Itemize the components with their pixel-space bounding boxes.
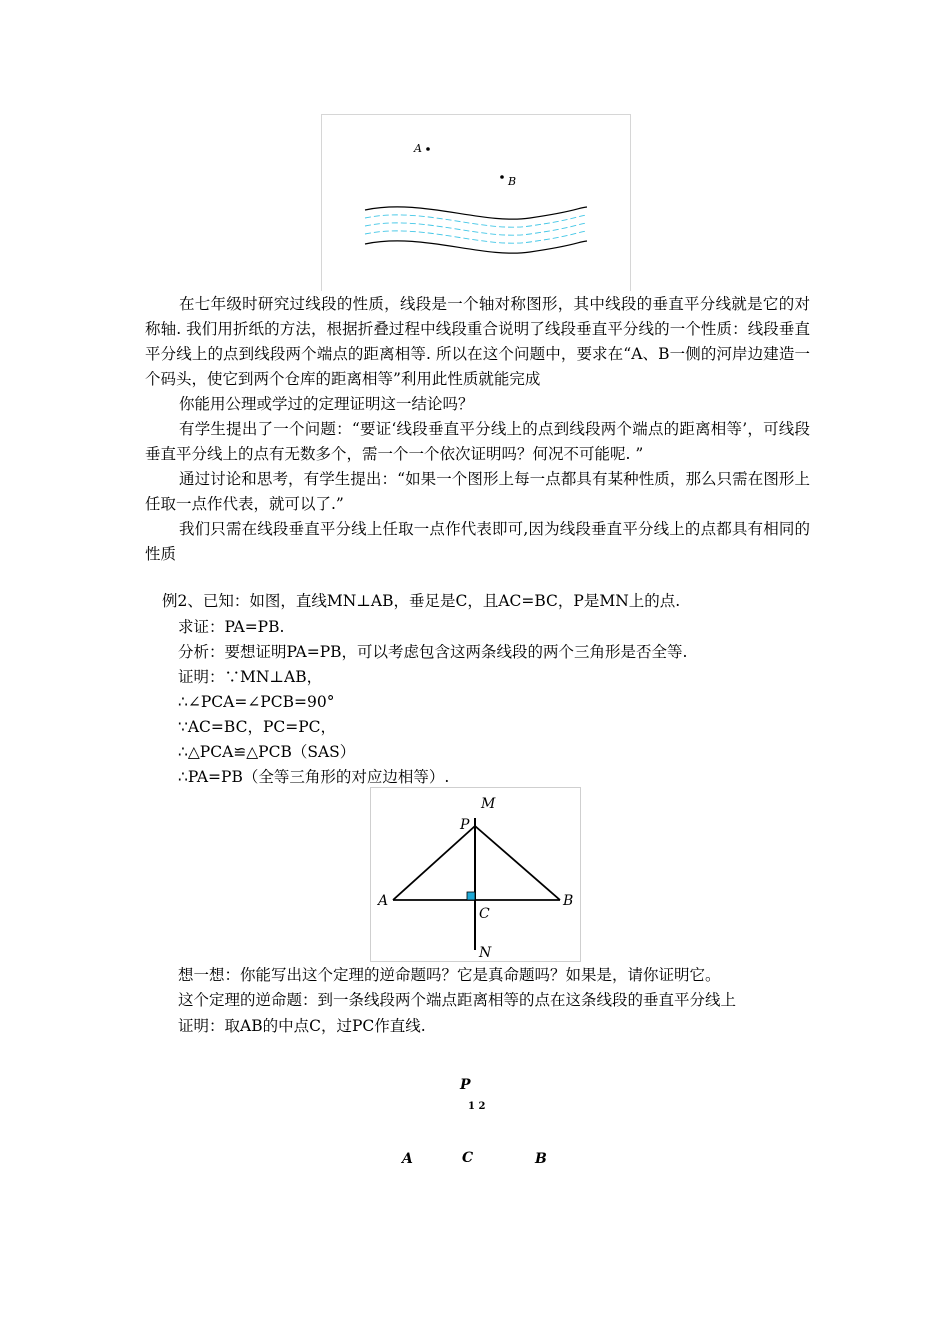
label-c: C [462, 1150, 474, 1166]
paragraph-3: 有学生提出了一个问题：“要证‘线段垂直平分线上的点到线段两个端点的距离相等’，可线段垂直平分线上的点有无数多个，需一个一个依次证明吗？何况不可能呢. ” [145, 420, 810, 463]
converse-statement: 这个定理的逆命题：到一条线段两个端点距离相等的点在这条线段的垂直平分线上 [178, 991, 737, 1009]
river-lower-bank [365, 241, 587, 253]
paragraph-1: 在七年级时研究过线段的性质，线段是一个轴对称图形，其中线段的垂直平分线就是它的对称轴. 我们用折纸的方法，根据折叠过程中线段重合说明了线段垂直平分线的一个性质：线段垂直平分线上的点到线段两个端点的距离相等. 所以在这个问题中，要求在“A、B一侧的河岸边建造一个码头，使它到两个仓库的距离相等”利用此性质就能完成 [145, 295, 810, 388]
label-a: A [378, 893, 389, 909]
label-p: P [460, 1077, 471, 1093]
river-wave-2 [365, 223, 587, 235]
example-analysis: 分析：要想证明PA=PB，可以考虑包含这两条线段的两个三角形是否全等. [178, 643, 688, 661]
river-upper-bank [365, 207, 587, 219]
intro-paragraphs [145, 292, 810, 567]
river-wave-1 [365, 215, 587, 227]
river-figure [321, 114, 631, 291]
segment-pb [475, 826, 560, 900]
point-b-dot [500, 175, 504, 179]
proof-step-1: 证明：∵MN⊥AB， [178, 668, 323, 686]
triangle-figure [370, 787, 581, 962]
proof-step-5: ∴PA=PB（全等三角形的对应边相等）. [178, 768, 450, 786]
label-c: C [479, 906, 490, 922]
label-m: M [481, 796, 496, 812]
segment-pa [393, 826, 475, 900]
point-a-label: A [414, 142, 422, 155]
label-b: B [563, 893, 574, 909]
paragraph-5: 我们只需在线段垂直平分线上任取一点作代表即可,因为线段垂直平分线上的点都具有相同的性质 [145, 520, 810, 563]
proof-step-4: ∴△PCA≌△PCB（SAS） [178, 743, 356, 761]
converse-proof-start: 证明：取AB的中点C，过PC作直线. [178, 1017, 426, 1035]
river-diagram [322, 115, 630, 291]
example-given: 例2、已知：如图，直线MN⊥AB，垂足是C，且AC=BC，P是MN上的点. [162, 592, 681, 610]
angle-labels: 1 2 [468, 1101, 486, 1112]
label-p: P [460, 817, 470, 833]
paragraph-4: 通过讨论和思考，有学生提出：“如果一个图形上每一点都具有某种性质，那么只需在图形上任取一点作代表，就可以了.” [145, 470, 810, 513]
example-prove: 求证：PA=PB. [178, 618, 285, 636]
proof-step-2: ∴∠PCA=∠PCB=90° [178, 693, 335, 711]
point-b-label: B [508, 175, 517, 188]
triangle-diagram [371, 788, 580, 961]
proof-step-3: ∵AC=BC，PC=PC， [178, 718, 337, 736]
paragraph-2: 你能用公理或学过的定理证明这一结论吗？ [179, 395, 474, 413]
point-a-dot [426, 147, 430, 151]
right-angle-mark [467, 892, 475, 900]
think-question: 想一想：你能写出这个定理的逆命题吗？它是真命题吗？如果是，请你证明它。 [178, 966, 721, 984]
converse-figure-labels [395, 1072, 555, 1172]
converse-labels-diagram [395, 1072, 555, 1172]
label-n: N [479, 945, 492, 961]
label-b: B [535, 1151, 547, 1167]
label-a: A [402, 1151, 413, 1167]
